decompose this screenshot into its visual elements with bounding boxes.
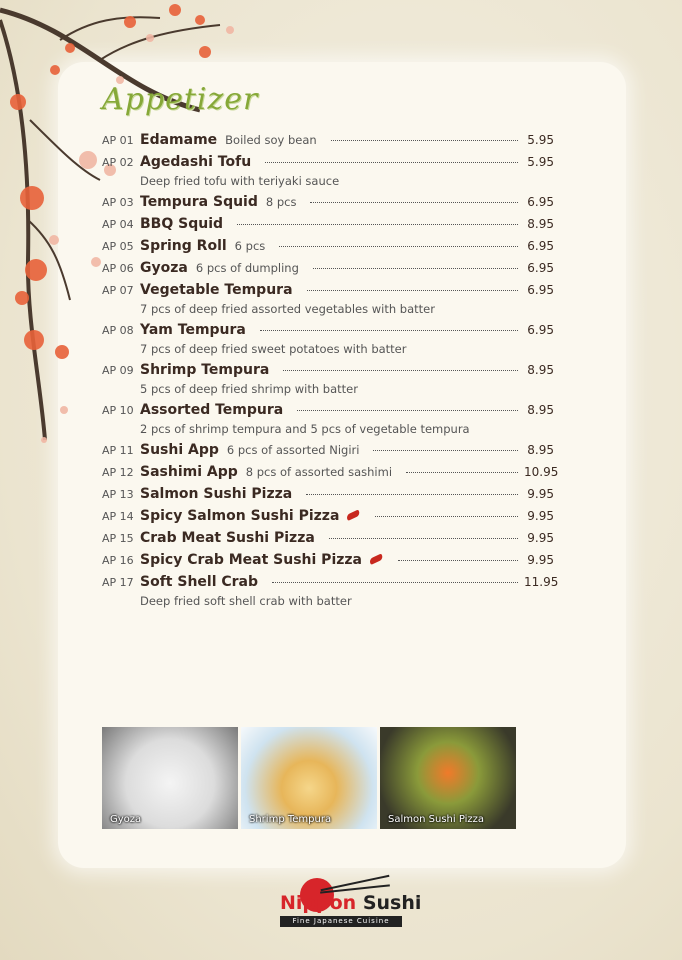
photo-strip <box>102 727 516 829</box>
menu-item <box>102 442 554 464</box>
item-description: 7 pcs of deep fried sweet potatoes with batter <box>140 342 407 356</box>
dot-leader <box>279 246 518 247</box>
menu-item <box>102 322 554 362</box>
item-name: Soft Shell Crab <box>140 574 259 590</box>
menu-item <box>102 574 559 614</box>
item-code: AP 03 <box>102 196 134 209</box>
menu-item-line <box>102 552 554 574</box>
menu-item <box>102 464 559 486</box>
menu-item <box>102 216 554 238</box>
item-name: Shrimp Tempura <box>140 362 270 378</box>
item-code: AP 12 <box>102 466 134 479</box>
item-name: Salmon Sushi Pizza <box>140 486 293 502</box>
menu-list <box>102 132 559 614</box>
item-price: 6.95 <box>527 323 554 337</box>
item-code: AP 06 <box>102 262 134 275</box>
menu-item-line <box>102 238 554 260</box>
shrimp-tempura-photo <box>241 727 377 829</box>
item-price: 9.95 <box>527 531 554 545</box>
menu-item-line <box>102 194 554 216</box>
item-note: 8 pcs of assorted sashimi <box>245 465 393 479</box>
section-title: Appetizer <box>102 82 259 117</box>
dot-leader <box>265 162 518 163</box>
salmon-sushi-pizza-photo <box>380 727 516 829</box>
item-price: 11.95 <box>524 575 559 589</box>
menu-item-line <box>102 486 554 508</box>
item-price: 6.95 <box>527 283 554 297</box>
item-name: Edamame <box>140 132 218 148</box>
item-name: Gyoza <box>140 260 188 276</box>
menu-item-line <box>102 508 554 530</box>
item-price: 6.95 <box>527 261 554 275</box>
item-price: 10.95 <box>524 465 559 479</box>
item-name: Agedashi Tofu <box>140 154 252 170</box>
menu-item <box>102 260 554 282</box>
dot-leader <box>260 330 518 331</box>
item-code: AP 02 <box>102 156 134 169</box>
restaurant-logo <box>280 878 422 928</box>
item-price: 9.95 <box>527 553 554 567</box>
item-note: 8 pcs <box>265 195 297 209</box>
item-name: Spring Roll <box>140 238 227 254</box>
menu-item-line <box>102 132 554 154</box>
item-note: 6 pcs of assorted Nigiri <box>226 443 360 457</box>
item-name: Spicy Salmon Sushi Pizza <box>140 508 340 524</box>
dot-leader <box>310 202 518 203</box>
item-code: AP 13 <box>102 488 134 501</box>
dot-leader <box>297 410 518 411</box>
menu-item <box>102 530 554 552</box>
item-name: Assorted Tempura <box>140 402 284 418</box>
dot-leader <box>306 494 518 495</box>
dot-leader <box>373 450 518 451</box>
item-name: BBQ Squid <box>140 216 224 232</box>
logo-brand-name: Nippon Sushi <box>280 892 422 914</box>
item-price: 8.95 <box>527 217 554 231</box>
item-code: AP 04 <box>102 218 134 231</box>
item-name: Sushi App <box>140 442 219 458</box>
item-code: AP 15 <box>102 532 134 545</box>
dot-leader <box>283 370 518 371</box>
item-code: AP 11 <box>102 444 134 457</box>
item-name: Vegetable Tempura <box>140 282 293 298</box>
item-price: 5.95 <box>527 133 554 147</box>
item-note: 6 pcs <box>234 239 266 253</box>
photo-caption: Shrimp Tempura <box>249 814 332 825</box>
menu-item <box>102 194 554 216</box>
item-code: AP 14 <box>102 510 134 523</box>
logo-tagline: Fine Japanese Cuisine <box>280 916 402 927</box>
menu-item-line <box>102 464 559 486</box>
item-name: Tempura Squid <box>140 194 258 210</box>
item-name: Spicy Crab Meat Sushi Pizza <box>140 552 362 568</box>
item-description: 5 pcs of deep fried shrimp with batter <box>140 382 358 396</box>
item-code: AP 09 <box>102 364 134 377</box>
menu-item <box>102 132 554 154</box>
menu-item <box>102 508 554 530</box>
item-note: 6 pcs of dumpling <box>195 261 299 275</box>
item-code: AP 16 <box>102 554 134 567</box>
dot-leader <box>237 224 518 225</box>
item-code: AP 07 <box>102 284 134 297</box>
item-description: 7 pcs of deep fried assorted vegetables with batter <box>140 302 435 316</box>
item-code: AP 05 <box>102 240 134 253</box>
dot-leader <box>307 290 518 291</box>
menu-item <box>102 154 554 194</box>
photo-caption: Salmon Sushi Pizza <box>388 814 485 825</box>
gyoza-photo <box>102 727 238 829</box>
dot-leader <box>313 268 518 269</box>
menu-item <box>102 486 554 508</box>
chili-pepper-icon <box>346 510 361 521</box>
item-price: 5.95 <box>527 155 554 169</box>
photo-caption: Gyoza <box>110 814 142 825</box>
item-price: 6.95 <box>527 239 554 253</box>
chili-pepper-icon <box>369 554 384 565</box>
dot-leader <box>272 582 518 583</box>
dot-leader <box>398 560 518 561</box>
dot-leader <box>329 538 518 539</box>
menu-item <box>102 238 554 260</box>
item-name: Sashimi App <box>140 464 238 480</box>
item-code: AP 17 <box>102 576 134 589</box>
item-code: AP 01 <box>102 134 134 147</box>
item-description: Deep fried soft shell crab with batter <box>140 594 352 608</box>
item-description: Deep fried tofu with teriyaki sauce <box>140 174 340 188</box>
menu-item <box>102 402 554 442</box>
item-note: Boiled soy bean <box>225 133 317 147</box>
dot-leader <box>406 472 518 473</box>
item-price: 8.95 <box>527 403 554 417</box>
dot-leader <box>375 516 518 517</box>
menu-item-line <box>102 260 554 282</box>
item-code: AP 08 <box>102 324 134 337</box>
menu-item <box>102 282 554 322</box>
item-price: 6.95 <box>527 195 554 209</box>
item-price: 9.95 <box>527 509 554 523</box>
item-code: AP 10 <box>102 404 134 417</box>
menu-item <box>102 362 554 402</box>
menu-item-line <box>102 216 554 238</box>
item-price: 9.95 <box>527 487 554 501</box>
menu-item-line <box>102 442 554 464</box>
item-price: 8.95 <box>527 363 554 377</box>
dot-leader <box>331 140 518 141</box>
item-name: Crab Meat Sushi Pizza <box>140 530 315 546</box>
menu-item <box>102 552 554 574</box>
menu-item-line <box>102 530 554 552</box>
item-price: 8.95 <box>527 443 554 457</box>
item-description: 2 pcs of shrimp tempura and 5 pcs of vegetable tempura <box>140 422 470 436</box>
item-name: Yam Tempura <box>140 322 246 338</box>
